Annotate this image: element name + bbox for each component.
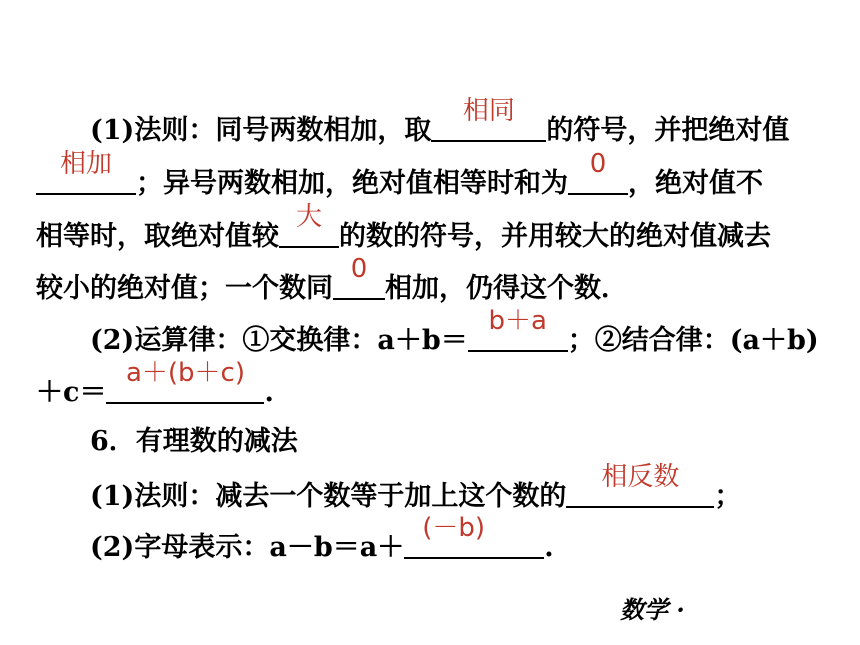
answer-add: 相加 xyxy=(59,149,112,179)
answer-opposite: 相反数 xyxy=(601,462,680,492)
answer-zero-2: 0 xyxy=(350,254,368,284)
line-3 xyxy=(36,202,771,255)
answer-same: 相同 xyxy=(462,96,515,126)
answer-assoc: a＋(b＋c) xyxy=(125,358,245,388)
answer-big: 大 xyxy=(295,202,322,232)
blank-commute xyxy=(468,306,568,352)
blank-opposite xyxy=(566,462,714,508)
line-2 xyxy=(36,149,763,202)
blank-neg-b xyxy=(404,513,544,559)
blank-same-sign xyxy=(431,96,546,142)
rule1-text-b: 的符号，并把绝对值 xyxy=(546,115,790,146)
law-text-b: ；②结合律：(a＋b) xyxy=(567,325,819,356)
answer-zero: 0 xyxy=(589,149,607,179)
law2-text-b: . xyxy=(264,377,274,408)
blank-zero xyxy=(568,149,628,195)
rule3-text-b: 的数的符号，并用较大的绝对值减去 xyxy=(339,221,771,252)
line-8 xyxy=(90,462,742,515)
rule2-text-b: ，绝对值不 xyxy=(628,168,763,199)
line-4 xyxy=(36,254,628,307)
rule2-text-a: ；异号两数相加，绝对值相等时和为 xyxy=(136,168,568,199)
line-9 xyxy=(90,513,554,566)
sub-rule-text-a: (1)法则：减去一个数等于加上这个数的 xyxy=(90,481,567,512)
sub-rule-text-b: ； xyxy=(714,481,742,512)
footer-subject-label: 数学 · xyxy=(620,595,685,624)
blank-add xyxy=(36,149,136,195)
blank-zero-2 xyxy=(333,254,385,300)
line-1 xyxy=(90,96,790,149)
section-6-title: 6．有理数的减法 xyxy=(90,426,298,457)
line-5 xyxy=(90,306,819,359)
rule3-text-a: 相等时，取绝对值较 xyxy=(36,221,279,252)
answer-neg-b: (－b) xyxy=(422,513,486,543)
rule4-text-b: 相加，仍得这个数． xyxy=(385,273,628,304)
blank-assoc xyxy=(106,358,264,404)
sub-formula-text-a: (2)字母表示：a－b＝a＋ xyxy=(90,532,405,563)
rule1-text-a: (1)法则：同号两数相加，取 xyxy=(90,115,432,146)
sub-formula-text-b: . xyxy=(544,532,554,563)
blank-big xyxy=(279,202,339,248)
answer-commute: b＋a xyxy=(488,306,547,336)
line-6 xyxy=(36,358,274,411)
law2-text-a: ＋c＝ xyxy=(36,377,107,408)
rule4-text-a: 较小的绝对值；一个数同 xyxy=(36,273,333,304)
law-text-a: (2)运算律：①交换律：a＋b＝ xyxy=(90,325,468,356)
